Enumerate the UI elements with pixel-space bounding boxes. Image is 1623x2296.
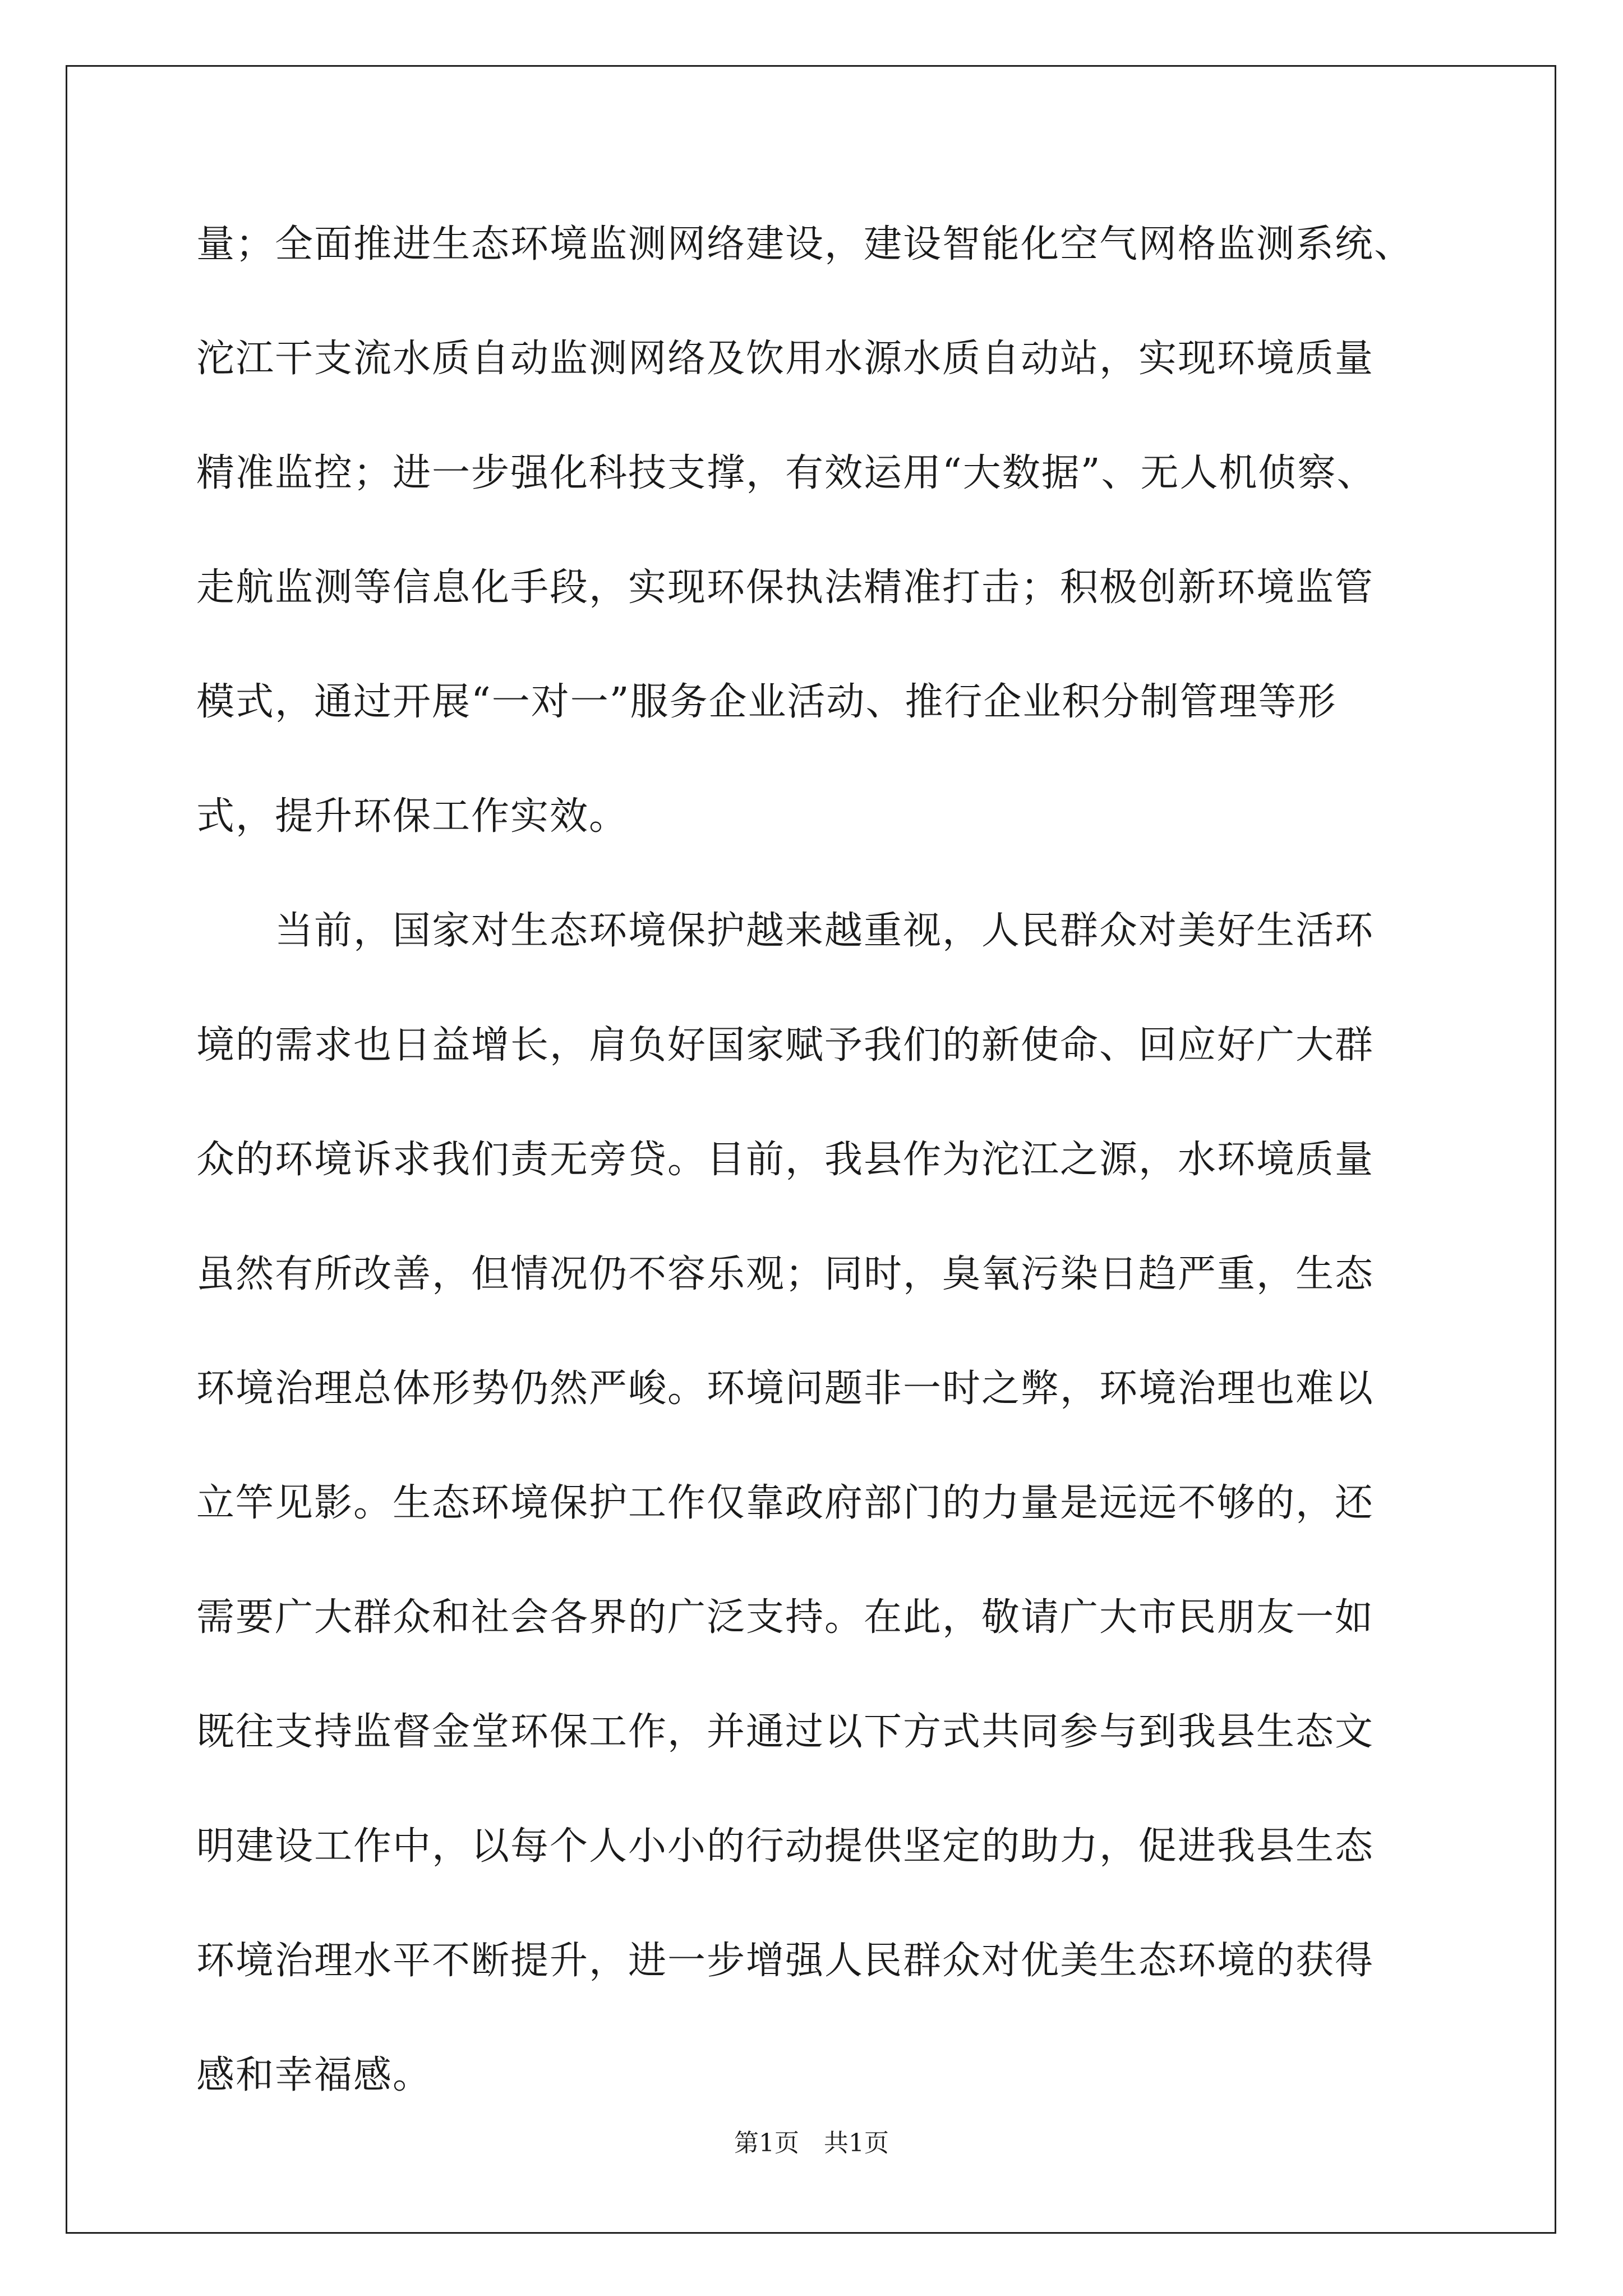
text-line: 环境治理总体形势仍然严峻。环境问题非一时之弊，环境治理也难以 xyxy=(196,1366,1375,1411)
text-line: 感和幸福感。 xyxy=(196,2053,432,2097)
text-line: 量；全面推进生态环境监测网络建设，建设智能化空气网格监测系统、 xyxy=(196,222,1414,266)
text-line: 式，提升环保工作实效。 xyxy=(196,794,629,839)
text-line: 虽然有所改善，但情况仍不容乐观；同时，臭氧污染日趋严重，生态 xyxy=(196,1252,1375,1296)
text-line: 需要广大群众和社会各界的广泛支持。在此，敬请广大市民朋友一如 xyxy=(196,1595,1375,1640)
text-line: 当前，国家对生态环境保护越来越重视，人民群众对美好生活环 xyxy=(196,909,1375,953)
text-line: 模式，通过开展“一对一”服务企业活动、推行企业积分制管理等形 xyxy=(196,680,1337,724)
page-number-footer: 第1页 共1页 xyxy=(734,2129,889,2157)
text-line: 环境治理水平不断提升，进一步增强人民群众对优美生态环境的获得 xyxy=(196,1939,1375,1983)
text-line: 精准监控；进一步强化科技支撑，有效运用“大数据”、无人机侦察、 xyxy=(196,451,1376,495)
text-line: 既往支持监督金堂环保工作，并通过以下方式共同参与到我县生态文 xyxy=(196,1710,1375,1754)
text-line: 境的需求也日益增长，肩负好国家赋予我们的新使命、回应好广大群 xyxy=(196,1023,1375,1068)
text-line: 众的环境诉求我们责无旁贷。目前，我县作为沱江之源，水环境质量 xyxy=(196,1138,1375,1182)
text-line: 走航监测等信息化手段，实现环保执法精准打击；积极创新环境监管 xyxy=(196,565,1375,610)
text-line: 明建设工作中，以每个人小小的行动提供坚定的助力，促进我县生态 xyxy=(196,1824,1375,1869)
text-line: 沱江干支流水质自动监测网络及饮用水源水质自动站，实现环境质量 xyxy=(196,337,1375,381)
text-line: 立竿见影。生态环境保护工作仅靠政府部门的力量是远远不够的，还 xyxy=(196,1481,1375,1525)
